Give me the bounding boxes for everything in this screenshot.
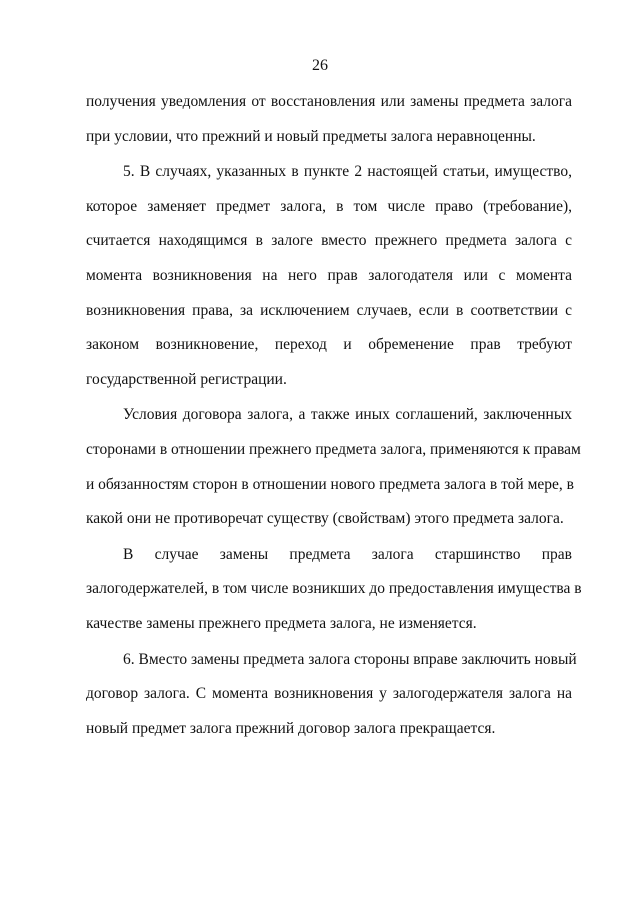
text-line: качестве замены прежнего предмета залога, не изменяется. bbox=[86, 614, 477, 632]
text-line: считается находящимся в залоге вместо прежнего предмета залога с bbox=[86, 232, 572, 250]
text-line: государственной регистрации. bbox=[86, 370, 287, 388]
text-line: сторонами в отношении прежнего предмета залога, применяются к правам bbox=[86, 440, 581, 458]
page-number: 26 bbox=[312, 57, 328, 74]
text-line: 5. В случаях, указанных в пункте 2 настоящей статьи, имущество, bbox=[123, 163, 572, 181]
text-line: возникновения права, за исключением случаев, если в соответствии с bbox=[86, 301, 572, 319]
text-line: при условии, что прежний и новый предметы залога неравноценны. bbox=[86, 127, 536, 145]
text-line: и обязанностям сторон в отношении нового предмета залога в той мере, в bbox=[86, 475, 574, 493]
text-line: В случае замены предмета залога старшинство прав bbox=[123, 545, 572, 563]
text-line: получения уведомления от восстановления или замены предмета залога bbox=[86, 93, 572, 110]
text-line: которое заменяет предмет залога, в том числе право (требование), bbox=[86, 197, 572, 215]
body-text bbox=[86, 85, 582, 746]
text-line: залогодержателей, в том числе возникших до предоставления имущества в bbox=[86, 580, 582, 598]
text-line: момента возникновения на него прав залогодателя или с момента bbox=[86, 266, 572, 284]
text-line: законом возникновение, переход и обременение прав требуют bbox=[86, 336, 572, 354]
text-line: какой они не противоречат существу (свойствам) этого предмета залога. bbox=[86, 510, 564, 528]
text-line: договор залога. С момента возникновения у залогодержателя залога на bbox=[86, 685, 572, 703]
text-line: новый предмет залога прежний договор залога прекращается. bbox=[86, 719, 496, 737]
text-line: 6. Вместо замены предмета залога стороны вправе заключить новый bbox=[123, 650, 577, 668]
text-line: Условия договора залога, а также иных соглашений, заключенных bbox=[123, 406, 572, 424]
